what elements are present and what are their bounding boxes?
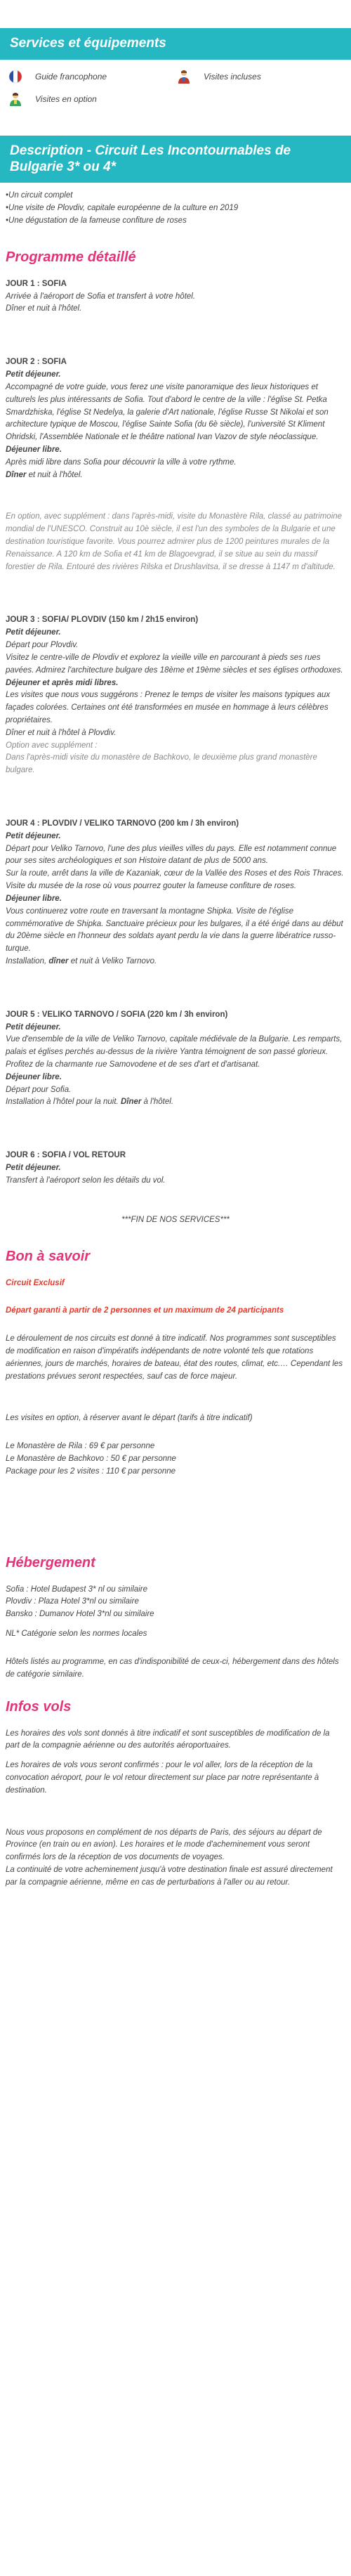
option-price: Le Monastère de Rila : 69 € par personne xyxy=(6,1442,155,1451)
page xyxy=(0,28,351,1911)
service-label: Visites incluses xyxy=(204,71,261,82)
dinner-label: Dîner xyxy=(120,1098,142,1107)
highlight-item: • Un circuit complet xyxy=(6,190,345,202)
description-banner: Description - Circuit Les Incontournables de Bulgarie 3* ou 4* xyxy=(0,136,351,183)
day-body: Départ pour Plovdiv. xyxy=(6,641,79,650)
breakfast: Petit déjeuner. xyxy=(6,1164,61,1173)
breakfast: Petit déjeuner. xyxy=(6,1022,61,1032)
service-item-visites-incluses xyxy=(176,68,344,85)
day-2 xyxy=(6,356,345,573)
bon-a-savoir-heading: Bon à savoir xyxy=(6,1248,91,1264)
dinner-label: Dîner xyxy=(6,470,27,479)
bon-a-savoir-text: Le déroulement de nos circuits est donné à titre indicatif. Nos programmes sont susceptibles de modification en raison d'impératifs indépendants de notre volonté tels que rotations aériennes, jours de marchés, horaires de bateau, état des routes, climat, etc.… Cependant les prestations prévues seront respectées, sauf cas de force majeur. xyxy=(6,1334,343,1381)
day-1 xyxy=(6,278,345,316)
option-price: Le Monastère de Bachkovo : 50 € par personne xyxy=(6,1455,176,1464)
install-pre: Installation à l'hôtel pour la nuit. xyxy=(6,1098,121,1107)
option-text: En option, avec supplément : dans l'après-midi, visite du Monastère Rila, classé au patrimoine mondial de l'UNESCO. Construit au 10è siècle, il est l'un des symboles de la Bulgarie et une destination touristique favorite. Vous pourrez admirer plus de 1200 peintures murales de la Renaissance. A 120 km de Sofia et 41 km de Blagoevgrad, il se situe au sein du massif forestier de Rila. Entouré des rivières Rilska et Drushlavitsa, il se dresse à 1147 m d'altitude. xyxy=(6,512,343,571)
day-title: JOUR 5 : VELIKO TARNOVO / SOFIA (220 km / 3h environ) xyxy=(6,1010,228,1019)
day-line: Dîner et nuit à l'hôtel. xyxy=(6,304,82,313)
hotel-line: Bansko : Dumanov Hotel 3*nl ou similaire xyxy=(6,1610,154,1619)
day-title: JOUR 4 : PLOVDIV / VELIKO TARNOVO (200 km / 3h environ) xyxy=(6,819,239,828)
depart-garanti: Départ garanti à partir de 2 personnes et un maximum de 24 participants xyxy=(6,1306,284,1315)
options-intro: Les visites en option, à réserver avant le départ (tarifs à titre indicatif) xyxy=(6,1414,253,1423)
day-5 xyxy=(6,1009,345,1110)
hotel-line: Plovdiv : Plaza Hotel 3*nl ou similaire xyxy=(6,1597,139,1606)
lunch: Déjeuner libre. xyxy=(6,894,62,903)
day-line: Arrivée à l'aéroport de Sofia et transfert à votre hôtel. xyxy=(6,292,196,301)
hebergement-heading: Hébergement xyxy=(6,1554,95,1570)
services-list xyxy=(0,60,351,108)
services-banner: Services et équipements xyxy=(0,28,351,60)
hotel-line: Sofia : Hotel Budapest 3* nl ou similaire xyxy=(6,1585,147,1594)
hotel-note: NL* Catégorie selon les normes locales xyxy=(6,1629,147,1639)
infos-vols-text: Les horaires des vols sont donnés à titre indicatif et sont susceptibles de modification de la part de la compagnie aérienne ou des autorités aéroportuaires. xyxy=(6,1729,330,1750)
service-item-guide xyxy=(7,68,176,85)
day-title: JOUR 6 : SOFIA / VOL RETOUR xyxy=(6,1151,126,1160)
day-title: JOUR 3 : SOFIA/ PLOVDIV (150 km / 2h15 environ) xyxy=(6,616,199,625)
day-body: Sur la route, arrêt dans la ville de Kazaniak, cœur de la Vallée des Roses et des Rois Thraces. Visite du musée de la rose où vous pourrez gouter la fameuse confiture de roses. xyxy=(6,869,344,891)
optional-person-icon xyxy=(7,91,24,108)
programme-heading: Programme détaillé xyxy=(6,249,136,265)
day-6 xyxy=(6,1150,345,1187)
highlights-list xyxy=(6,183,345,227)
dinner-line xyxy=(6,469,345,482)
lunch: Déjeuner et après midi libres. xyxy=(6,678,119,687)
breakfast: Petit déjeuner. xyxy=(6,370,61,379)
lunch: Déjeuner libre. xyxy=(6,1072,62,1081)
circuit-exclusif: Circuit Exclusif xyxy=(6,1278,65,1287)
highlight-item: • Une visite de Plovdiv, capitale européenne de la culture en 2019 xyxy=(6,202,345,215)
day-title: JOUR 1 : SOFIA xyxy=(6,279,67,288)
french-flag-icon xyxy=(7,68,24,85)
day-4 xyxy=(6,818,345,968)
breakfast: Petit déjeuner. xyxy=(6,831,61,840)
breakfast: Petit déjeuner. xyxy=(6,628,61,637)
day-title: JOUR 2 : SOFIA xyxy=(6,358,67,367)
day-body: Visitez le centre-ville de Plovdiv et explorez la vieille ville en parcourant à pieds ses rues pavées. Admirez l'architecture bulgare des 18ème et 19ème siècles et ses églises orthodoxes. xyxy=(6,653,343,675)
infos-vols-text: Les horaires de vols vous seront confirmés : pour le vol aller, lors de la réception de la convocation aéroport, pour le vol retour directement sur place par notre représentante à destination. xyxy=(6,1761,319,1795)
install-post: et nuit à Veliko Tarnovo. xyxy=(68,956,157,965)
day-body: Après midi libre dans Sofia pour découvrir la ville à votre rythme. xyxy=(6,457,237,467)
day-body: Vue d'ensemble de la ville de Veliko Tarnovo, capitale médiévale de la Bulgarie. Les remparts, palais et églises perchés au-dessus de la rivière Yantra témoignent de son passé glorieux. Profitez de la charmante rue Samovodene et de ses d'art et d'artisanat. xyxy=(6,1035,343,1069)
infos-vols-text: Nous vous proposons en complément de nos départs de Paris, des séjours au départ de Province (en train ou en avion). Les horaires et le mode d'acheminement vous seront confirmés lors de la réception de vos documents de voyages. xyxy=(6,1828,322,1862)
option-price: Package pour les 2 visites : 110 € par personne xyxy=(6,1466,176,1476)
lunch: Déjeuner libre. xyxy=(6,445,62,454)
install-line xyxy=(6,956,345,968)
option-title: Option avec supplément : xyxy=(6,741,98,750)
install-pre: Installation, xyxy=(6,956,49,965)
day-3 xyxy=(6,614,345,777)
service-item-visites-option xyxy=(7,91,344,108)
day-body: Transfert à l'aéroport selon les détails du vol. xyxy=(6,1176,166,1185)
main-content xyxy=(0,183,351,1889)
service-label: Guide francophone xyxy=(35,71,107,82)
day-body: Départ pour Veliko Tarnovo, l'une des plus vieilles villes du pays. Elle est notamment connue pour ses sites archéologiques et son Histoire datant de plus de 5000 ans. xyxy=(6,844,337,866)
day-body: Les visites que nous vous suggérons : Prenez le temps de visiter les maisons typiques aux façades colorées. Certaines ont été transformées en musée en hommage à leurs célèbres propriétaires. xyxy=(6,691,331,724)
highlight-item: • Une dégustation de la fameuse confiture de roses xyxy=(6,215,345,228)
dinner-line: Dîner et nuit à l'hôtel à Plovdiv. xyxy=(6,728,117,737)
end-of-services: ***FIN DE NOS SERVICES*** xyxy=(121,1215,230,1224)
install-post: à l'hôtel. xyxy=(141,1098,174,1107)
dinner-rest: et nuit à l'hôtel. xyxy=(26,470,83,479)
dinner-label: dîner xyxy=(48,956,69,965)
day-body: Départ pour Sofia. xyxy=(6,1085,72,1094)
infos-vols-heading: Infos vols xyxy=(6,1698,72,1715)
install-line xyxy=(6,1096,345,1109)
hebergement-text: Hôtels listés au programme, en cas d'indisponibilité de ceux-ci, hébergement dans des hôtels de catégorie similaire. xyxy=(6,1657,339,1679)
day-body: Accompagné de votre guide, vous ferez une visite panoramique des lieux historiques et culturels les plus intéressants de Sofia. Tout d'abord le centre de la ville : l'église St. Petka Smardzhiska, l'église St Nedelya, la galerie d'Art nationale, l'église Russe St Nikolai et son architecture typique de Moscou, l'église Sainte Sofia (du 6è siècle), l'université St Kliment Ohridski, l'Assemblée Nationale et le théâtre national Ivan Vazov de style néoclassique. xyxy=(6,382,329,442)
guide-person-icon xyxy=(176,68,192,85)
infos-vols-text: La continuité de votre acheminement jusqu'à votre destination finale est assuré directement par la compagnie aérienne, même en cas de perturbations à l'aller ou au retour. xyxy=(6,1866,333,1887)
service-label: Visites en option xyxy=(35,93,97,104)
day-body: Vous continuerez votre route en traversant la montagne Shipka. Visite de l'église commémorative de Shipka. Sanctuaire précieux pour les bulgares, il a été érigé dans au début du 20ème siècle en l'honneur des soldats ayant perdu la vie dans la guerre libératrice russo-turque. xyxy=(6,906,343,954)
option-text: Dans l'après-midi visite du monastère de Bachkovo, le deuxième plus grand monastère bulgare. xyxy=(6,753,317,775)
